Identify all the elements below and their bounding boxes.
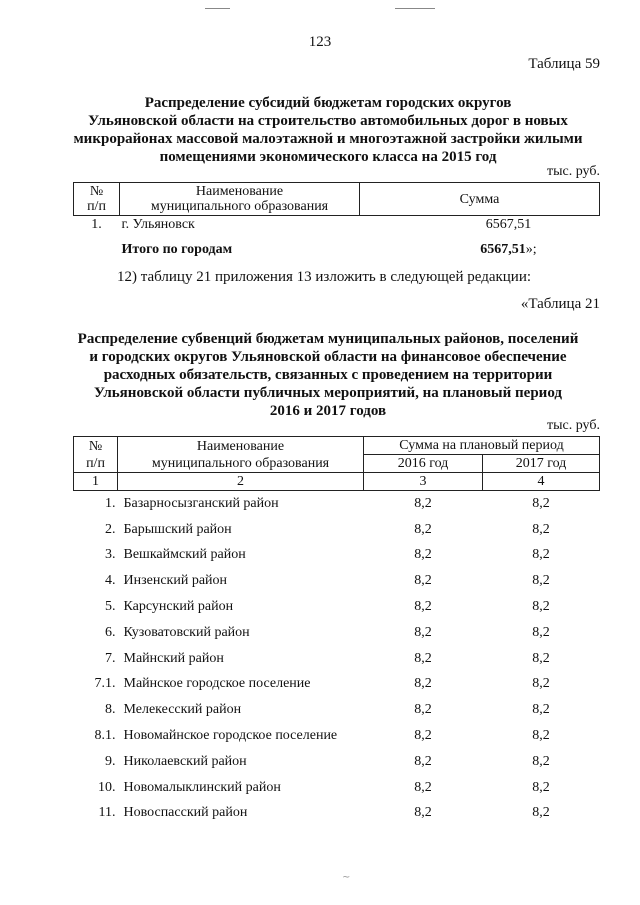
- col-number: 1: [74, 473, 118, 491]
- col-number: 4: [483, 473, 600, 491]
- table-row: [74, 517, 600, 543]
- row-num: 2.: [105, 521, 116, 537]
- row-num: 10.: [98, 779, 116, 795]
- title-line: Ульяновской области публичных мероприятий, на плановый период: [94, 385, 562, 401]
- total-value: 6567,51»;: [480, 242, 537, 257]
- row-sum: 6567,51: [485, 217, 532, 232]
- row-name: Новомайнское городское поселение: [123, 728, 338, 744]
- table-21-title: [70, 330, 586, 420]
- row-name: Майнский район: [123, 650, 224, 666]
- row-value-2016: 8,2: [414, 521, 432, 537]
- row-value-2016: 8,2: [414, 805, 432, 821]
- row-value-2017: 8,2: [532, 779, 550, 795]
- row-value-2016: 8,2: [414, 728, 432, 744]
- row-num: 8.1.: [94, 728, 116, 744]
- row-value-2016: 8,2: [414, 573, 432, 589]
- scan-artifact: [395, 8, 435, 9]
- row-num: 5.: [105, 599, 116, 615]
- title-line: и городских округов Ульяновской области на финансовое обеспечение: [89, 349, 567, 365]
- row-name: Мелекесский район: [123, 702, 242, 718]
- title-line: Распределение субсидий бюджетам городских округов: [144, 95, 512, 111]
- row-name: Базарносызганский район: [123, 495, 279, 511]
- table-59-label: Таблица 59: [528, 56, 600, 72]
- row-value-2016: 8,2: [414, 624, 432, 640]
- row-name: Карсунский район: [123, 599, 234, 615]
- header-period: Сумма на плановый период: [364, 437, 600, 455]
- table-row: [74, 491, 600, 517]
- row-value-2017: 8,2: [532, 702, 550, 718]
- col-number: 3: [364, 473, 483, 491]
- row-value-2017: 8,2: [532, 676, 550, 692]
- table-row: [74, 801, 600, 827]
- table-row: [74, 697, 600, 723]
- row-num: 7.1.: [94, 676, 116, 692]
- table-row: [74, 775, 600, 801]
- row-value-2017: 8,2: [532, 521, 550, 537]
- table-21-label: «Таблица 21: [520, 296, 600, 312]
- row-value-2016: 8,2: [414, 702, 432, 718]
- title-line: 2016 и 2017 годов: [269, 403, 387, 419]
- row-value-2017: 8,2: [532, 547, 550, 563]
- row-num: 7.: [105, 650, 116, 666]
- row-num: 1.: [105, 495, 116, 511]
- row-num: 1.: [91, 217, 102, 232]
- table-59: [73, 182, 600, 259]
- row-value-2016: 8,2: [414, 779, 432, 795]
- title-line: Ульяновской области на строительство автомобильных дорог в новых: [88, 113, 568, 129]
- table-row: [74, 749, 600, 775]
- row-value-2017: 8,2: [532, 753, 550, 769]
- row-name: Инзенский район: [123, 573, 228, 589]
- table-21-unit: тыс. руб.: [547, 418, 600, 433]
- header-name: Наименование муниципального образования: [118, 437, 364, 473]
- row-name: Кузоватовский район: [123, 624, 250, 640]
- table-row: [74, 543, 600, 569]
- row-num: 9.: [105, 753, 116, 769]
- header-2016: 2016 год: [364, 455, 483, 473]
- row-name: Новомалыклинский район: [123, 779, 281, 795]
- table-header-row: [74, 183, 600, 216]
- row-value-2017: 8,2: [532, 650, 550, 666]
- row-value-2016: 8,2: [414, 676, 432, 692]
- row-value-2016: 8,2: [414, 547, 432, 563]
- row-name: Майнское городское поселение: [123, 676, 311, 692]
- row-name: Николаевский район: [123, 753, 247, 769]
- table-21: [73, 436, 600, 826]
- page-number: 123: [308, 34, 332, 50]
- title-line: помещениями экономического класса на 2015 год: [159, 149, 497, 165]
- title-line: Распределение субвенций бюджетам муниципальных районов, поселений: [77, 331, 579, 347]
- row-value-2016: 8,2: [414, 599, 432, 615]
- table-row: [74, 216, 600, 235]
- column-number-row: [74, 473, 600, 491]
- row-value-2017: 8,2: [532, 805, 550, 821]
- table-row: [74, 620, 600, 646]
- header-sum: Сумма: [360, 183, 600, 216]
- row-num: 6.: [105, 624, 116, 640]
- row-value-2017: 8,2: [532, 495, 550, 511]
- table-row: [74, 594, 600, 620]
- row-value-2017: 8,2: [532, 728, 550, 744]
- row-value-2017: 8,2: [532, 599, 550, 615]
- header-num: № п/п: [74, 437, 118, 473]
- row-value-2016: 8,2: [414, 495, 432, 511]
- scan-artifact: ∼: [342, 872, 351, 883]
- row-value-2016: 8,2: [414, 650, 432, 666]
- table-row: [74, 646, 600, 672]
- table-header-row: [74, 437, 600, 455]
- row-name: Новоспасский район: [123, 805, 248, 821]
- title-line: микрорайонах массовой малоэтажной и многоэтажной застройки жилыми: [73, 131, 583, 147]
- header-num: № п/п: [74, 183, 120, 216]
- row-num: 8.: [105, 702, 116, 718]
- col-number: 2: [118, 473, 364, 491]
- row-name: Барышский район: [123, 521, 232, 537]
- table-59-unit: тыс. руб.: [547, 164, 600, 179]
- title-line: расходных обязательств, связанных с проведением на территории: [103, 367, 553, 383]
- row-name: Вешкаймский район: [123, 547, 246, 563]
- row-num: 4.: [105, 573, 116, 589]
- table-row: [74, 723, 600, 749]
- row-num: 3.: [105, 547, 116, 563]
- table-59-title: [70, 94, 586, 166]
- row-value-2017: 8,2: [532, 624, 550, 640]
- table-row: [74, 672, 600, 698]
- table-row: [74, 568, 600, 594]
- total-row: [74, 234, 600, 259]
- header-name: Наименование муниципального образования: [120, 183, 360, 216]
- row-num: 11.: [98, 805, 116, 821]
- amendment-instruction: 12) таблицу 21 приложения 13 изложить в следующей редакции:: [117, 269, 532, 285]
- row-name: г. Ульяновск: [121, 217, 195, 232]
- total-label: Итого по городам: [121, 242, 233, 257]
- header-2017: 2017 год: [483, 455, 600, 473]
- row-value-2017: 8,2: [532, 573, 550, 589]
- scan-artifact: [205, 8, 230, 9]
- row-value-2016: 8,2: [414, 753, 432, 769]
